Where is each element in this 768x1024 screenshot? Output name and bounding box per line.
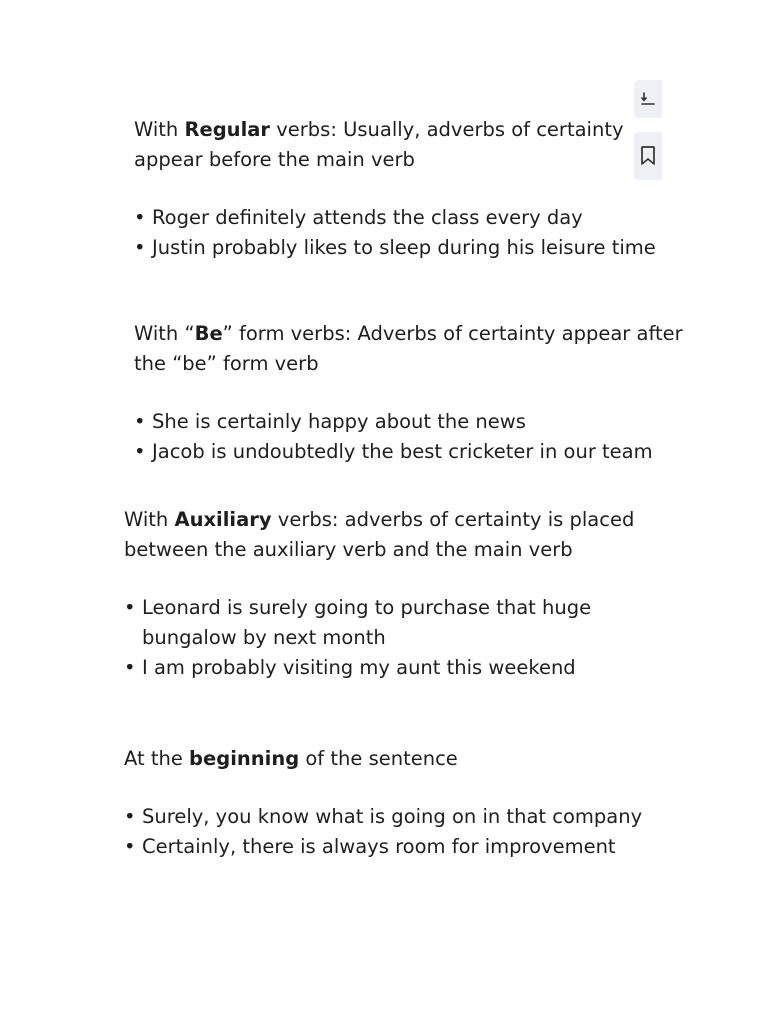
heading-prefix: With “ bbox=[134, 322, 195, 345]
heading-suffix: verbs: Usually, adverbs of certainty appear before the main verb bbox=[134, 118, 624, 171]
section-heading bbox=[124, 744, 684, 774]
example-list bbox=[124, 593, 684, 683]
example-item: • Jacob is undoubtedly the best cricketer in our team bbox=[134, 437, 694, 467]
example-item: • Roger definitely attends the class every day bbox=[134, 203, 694, 233]
heading-keyword: Be bbox=[194, 322, 223, 345]
heading-prefix: At the bbox=[124, 747, 190, 770]
example-list bbox=[134, 407, 694, 467]
heading-prefix: With bbox=[134, 118, 185, 141]
heading-prefix: With bbox=[124, 508, 175, 531]
section-beginning-of-sentence bbox=[124, 744, 684, 862]
heading-keyword: Regular bbox=[184, 118, 271, 141]
example-list bbox=[134, 203, 694, 263]
section-heading bbox=[134, 319, 694, 379]
section-be-verbs bbox=[134, 319, 694, 467]
example-list bbox=[124, 802, 684, 862]
example-item: • Leonard is surely going to purchase that huge bungalow by next month bbox=[124, 593, 612, 653]
example-item: • I am probably visiting my aunt this weekend bbox=[124, 653, 684, 683]
section-regular-verbs bbox=[134, 115, 694, 263]
heading-keyword: Auxiliary bbox=[174, 508, 272, 531]
section-heading bbox=[124, 505, 684, 565]
example-item: • She is certainly happy about the news bbox=[134, 407, 694, 437]
heading-suffix: ” form verbs: Adverbs of certainty appear after the “be” form verb bbox=[134, 322, 683, 375]
example-item: • Justin probably likes to sleep during his leisure time bbox=[134, 233, 694, 263]
example-item: • Certainly, there is always room for improvement bbox=[124, 832, 684, 862]
download-button[interactable] bbox=[634, 80, 662, 118]
heading-suffix: of the sentence bbox=[299, 747, 458, 770]
heading-keyword: beginning bbox=[189, 747, 300, 770]
example-item: • Surely, you know what is going on in that company bbox=[124, 802, 684, 832]
section-auxiliary-verbs bbox=[124, 505, 684, 683]
heading-suffix: verbs: adverbs of certainty is placed between the auxiliary verb and the main verb bbox=[124, 508, 635, 561]
download-icon bbox=[641, 91, 655, 107]
section-heading bbox=[134, 115, 694, 175]
